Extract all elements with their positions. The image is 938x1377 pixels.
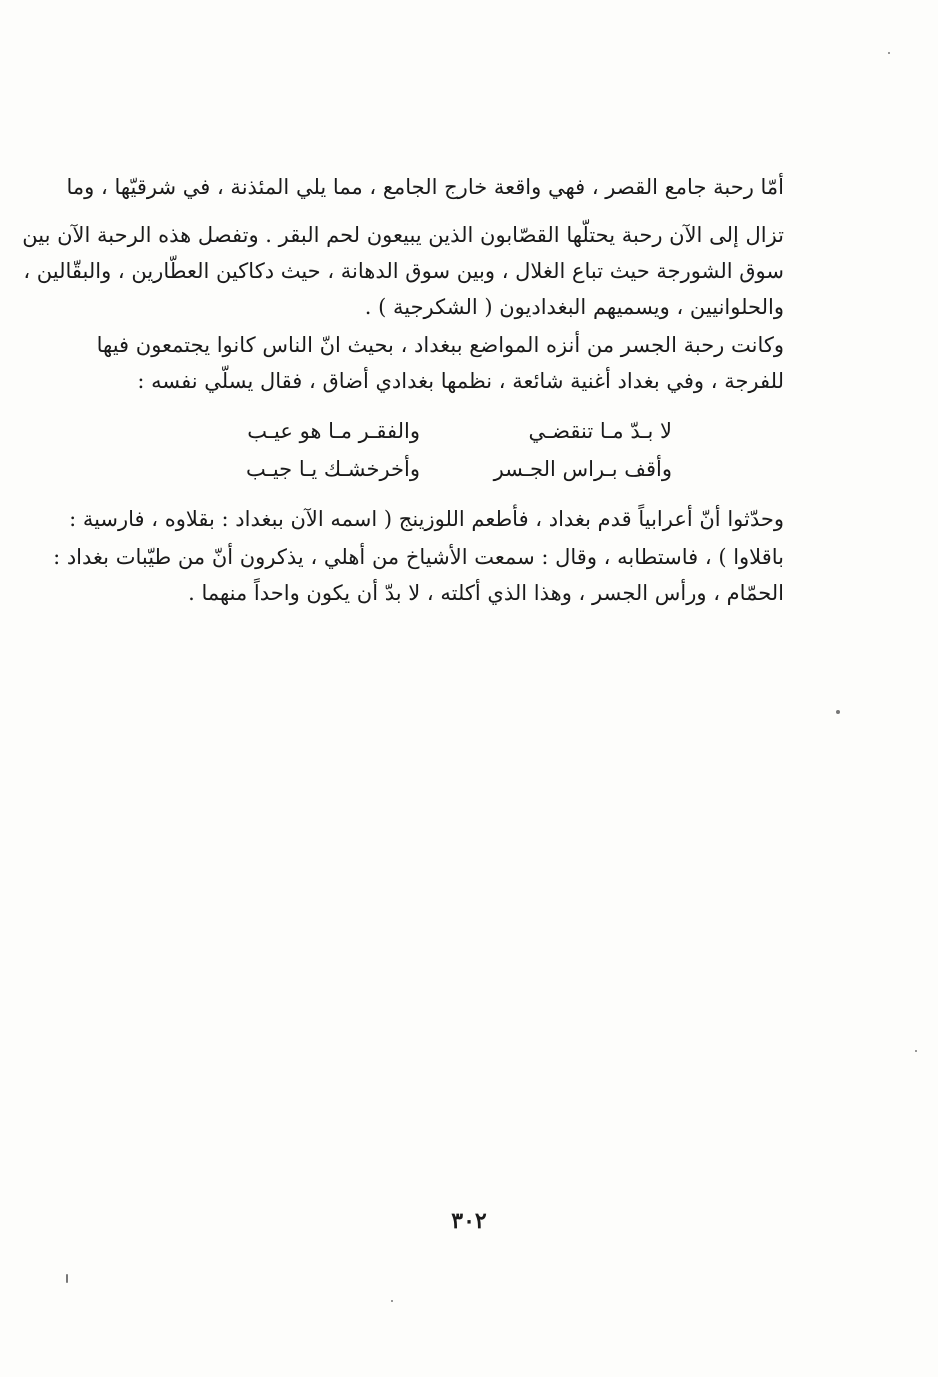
paragraph-line: والحلوانيين ، ويسميهم البغداديون ( الشكرجية ) .	[364, 295, 784, 319]
page-number: ٣٠٢	[451, 1208, 487, 1234]
verse-left-hemistich: وأخرخشـك يـا جيـب	[246, 457, 420, 481]
scan-speck	[836, 710, 840, 714]
paragraph-line: أمّا رحبة جامع القصر ، فهي واقعة خارج الجامع ، مما يلي المئذنة ، في شرقيّها ، وما	[66, 175, 784, 199]
verse-left-hemistich: والفقـر مـا هو عيـب	[247, 419, 420, 443]
scan-speck	[915, 1050, 917, 1052]
scan-speck	[66, 1274, 68, 1283]
paragraph-line: الحمّام ، ورأس الجسر ، وهذا الذي أكلته ، لا بدّ أن يكون واحداً منهما .	[188, 581, 784, 605]
paragraph-line: للفرجة ، وفي بغداد أغنية شائعة ، نظمها بغدادي أضاق ، فقال يسلّي نفسه :	[137, 369, 784, 393]
verse-right-hemistich: لا بـدّ مـا تنقضـي	[528, 419, 672, 443]
paragraph-line: تزال إلى الآن رحبة يحتلّها القصّابون الذين يبيعون لحم البقر . وتفصل هذه الرحبة الآن بين	[22, 223, 784, 247]
scan-speck	[391, 1300, 393, 1302]
paragraph-line: باقلاوا ) ، فاستطابه ، وقال : سمعت الأشياخ من أهلي ، يذكرون أنّ من طيّبات بغداد :	[53, 545, 784, 569]
paragraph-line: وحدّثوا أنّ أعرابياً قدم بغداد ، فأطعم اللوزينج ( اسمه الآن ببغداد : بقلاوه ، فارسية :	[69, 507, 784, 531]
paragraph-line: سوق الشورجة حيث تباع الغلال ، وبين سوق الدهانة ، حيث دكاكين العطّارين ، والبقّالين ،	[23, 259, 784, 283]
scan-speck	[888, 52, 890, 54]
paragraph-line: وكانت رحبة الجسر من أنزه المواضع ببغداد ، بحيث انّ الناس كانوا يجتمعون فيها	[96, 333, 784, 357]
verse-right-hemistich: وأقف بـراس الجـسر	[493, 457, 672, 481]
